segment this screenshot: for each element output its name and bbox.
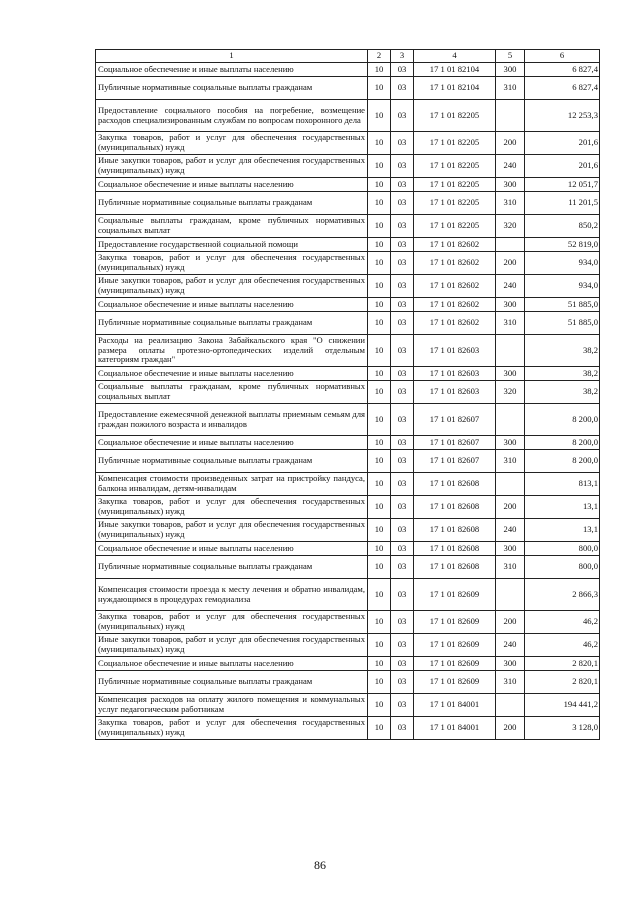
target-article-cell: 17 1 01 82609 <box>414 579 496 611</box>
subsection-code-cell: 03 <box>391 192 414 215</box>
table-row <box>96 238 600 252</box>
section-code-cell: 10 <box>368 542 391 556</box>
target-article-cell: 17 1 01 82609 <box>414 611 496 634</box>
expense-type-cell: 200 <box>496 252 525 275</box>
section-code-cell: 10 <box>368 671 391 694</box>
row-name-cell: Компенсация стоимости произведенных затрат на пристройку пандуса, балкона инвалидам, детям-инвалидам <box>96 473 368 496</box>
section-code-cell: 10 <box>368 312 391 335</box>
table-row <box>96 634 600 657</box>
row-name-cell: Иные закупки товаров, работ и услуг для обеспечения государственных (муниципальных) нужд <box>96 155 368 178</box>
subsection-code-cell: 03 <box>391 450 414 473</box>
amount-cell: 52 819,0 <box>525 238 600 252</box>
expense-type-cell: 300 <box>496 657 525 671</box>
amount-cell: 201,6 <box>525 132 600 155</box>
target-article-cell: 17 1 01 82205 <box>414 178 496 192</box>
table-row <box>96 298 600 312</box>
target-article-cell: 17 1 01 82602 <box>414 238 496 252</box>
header-cell: 6 <box>525 50 600 63</box>
row-name-cell: Иные закупки товаров, работ и услуг для обеспечения государственных (муниципальных) нужд <box>96 275 368 298</box>
table-row <box>96 496 600 519</box>
expense-type-cell: 240 <box>496 275 525 298</box>
target-article-cell: 17 1 01 82609 <box>414 671 496 694</box>
expense-type-cell: 310 <box>496 450 525 473</box>
subsection-code-cell: 03 <box>391 275 414 298</box>
table-row <box>96 367 600 381</box>
target-article-cell: 17 1 01 84001 <box>414 694 496 717</box>
amount-cell: 38,2 <box>525 381 600 404</box>
amount-cell: 3 128,0 <box>525 717 600 740</box>
amount-cell: 800,0 <box>525 556 600 579</box>
table-row <box>96 335 600 367</box>
row-name-cell: Социальное обеспечение и иные выплаты населению <box>96 542 368 556</box>
target-article-cell: 17 1 01 82104 <box>414 63 496 77</box>
amount-cell: 934,0 <box>525 275 600 298</box>
section-code-cell: 10 <box>368 694 391 717</box>
amount-cell: 194 441,2 <box>525 694 600 717</box>
row-name-cell: Иные закупки товаров, работ и услуг для обеспечения государственных (муниципальных) нужд <box>96 519 368 542</box>
expense-type-cell: 200 <box>496 611 525 634</box>
row-name-cell: Предоставление социального пособия на погребение, возмещение расходов специализированным службам по вопросам похоронного дела <box>96 100 368 132</box>
table-row <box>96 579 600 611</box>
row-name-cell: Социальные выплаты гражданам, кроме публичных нормативных социальных выплат <box>96 215 368 238</box>
target-article-cell: 17 1 01 82205 <box>414 155 496 178</box>
row-name-cell: Иные закупки товаров, работ и услуг для обеспечения государственных (муниципальных) нужд <box>96 634 368 657</box>
amount-cell: 46,2 <box>525 634 600 657</box>
amount-cell: 8 200,0 <box>525 450 600 473</box>
subsection-code-cell: 03 <box>391 496 414 519</box>
target-article-cell: 17 1 01 82609 <box>414 634 496 657</box>
section-code-cell: 10 <box>368 496 391 519</box>
target-article-cell: 17 1 01 82608 <box>414 542 496 556</box>
subsection-code-cell: 03 <box>391 298 414 312</box>
amount-cell: 934,0 <box>525 252 600 275</box>
section-code-cell: 10 <box>368 132 391 155</box>
target-article-cell: 17 1 01 82603 <box>414 367 496 381</box>
table-row <box>96 404 600 436</box>
subsection-code-cell: 03 <box>391 671 414 694</box>
table-row <box>96 450 600 473</box>
target-article-cell: 17 1 01 82603 <box>414 381 496 404</box>
expense-type-cell: 300 <box>496 367 525 381</box>
subsection-code-cell: 03 <box>391 132 414 155</box>
section-code-cell: 10 <box>368 579 391 611</box>
target-article-cell: 17 1 01 82608 <box>414 473 496 496</box>
amount-cell: 2 820,1 <box>525 671 600 694</box>
subsection-code-cell: 03 <box>391 312 414 335</box>
subsection-code-cell: 03 <box>391 252 414 275</box>
amount-cell: 38,2 <box>525 367 600 381</box>
amount-cell: 813,1 <box>525 473 600 496</box>
section-code-cell: 10 <box>368 436 391 450</box>
subsection-code-cell: 03 <box>391 404 414 436</box>
table-row <box>96 275 600 298</box>
amount-cell: 850,2 <box>525 215 600 238</box>
table-row <box>96 178 600 192</box>
section-code-cell: 10 <box>368 298 391 312</box>
table-row <box>96 215 600 238</box>
target-article-cell: 17 1 01 82205 <box>414 132 496 155</box>
target-article-cell: 17 1 01 82602 <box>414 275 496 298</box>
subsection-code-cell: 03 <box>391 473 414 496</box>
amount-cell: 8 200,0 <box>525 436 600 450</box>
section-code-cell: 10 <box>368 450 391 473</box>
section-code-cell: 10 <box>368 100 391 132</box>
target-article-cell: 17 1 01 82602 <box>414 312 496 335</box>
row-name-cell: Предоставление государственной социальной помощи <box>96 238 368 252</box>
table-row <box>96 155 600 178</box>
section-code-cell: 10 <box>368 335 391 367</box>
subsection-code-cell: 03 <box>391 436 414 450</box>
expense-type-cell: 310 <box>496 77 525 100</box>
expense-type-cell <box>496 335 525 367</box>
subsection-code-cell: 03 <box>391 519 414 542</box>
table-row <box>96 671 600 694</box>
subsection-code-cell: 03 <box>391 100 414 132</box>
expense-type-cell: 310 <box>496 192 525 215</box>
expense-type-cell: 310 <box>496 312 525 335</box>
section-code-cell: 10 <box>368 473 391 496</box>
amount-cell: 13,1 <box>525 496 600 519</box>
section-code-cell: 10 <box>368 611 391 634</box>
section-code-cell: 10 <box>368 717 391 740</box>
section-code-cell: 10 <box>368 215 391 238</box>
target-article-cell: 17 1 01 82205 <box>414 192 496 215</box>
target-article-cell: 17 1 01 82608 <box>414 496 496 519</box>
section-code-cell: 10 <box>368 556 391 579</box>
section-code-cell: 10 <box>368 77 391 100</box>
target-article-cell: 17 1 01 82608 <box>414 556 496 579</box>
table-row <box>96 312 600 335</box>
row-name-cell: Социальные выплаты гражданам, кроме публичных нормативных социальных выплат <box>96 381 368 404</box>
table-row <box>96 473 600 496</box>
subsection-code-cell: 03 <box>391 367 414 381</box>
table-row <box>96 556 600 579</box>
amount-cell: 38,2 <box>525 335 600 367</box>
subsection-code-cell: 03 <box>391 579 414 611</box>
expense-type-cell <box>496 473 525 496</box>
header-row <box>96 50 600 63</box>
section-code-cell: 10 <box>368 404 391 436</box>
row-name-cell: Публичные нормативные социальные выплаты гражданам <box>96 450 368 473</box>
header-cell: 1 <box>96 50 368 63</box>
table-row <box>96 717 600 740</box>
target-article-cell: 17 1 01 82205 <box>414 100 496 132</box>
expense-type-cell: 300 <box>496 436 525 450</box>
expense-type-cell: 200 <box>496 132 525 155</box>
amount-cell: 12 051,7 <box>525 178 600 192</box>
row-name-cell: Закупка товаров, работ и услуг для обеспечения государственных (муниципальных) нужд <box>96 132 368 155</box>
expense-type-cell <box>496 579 525 611</box>
row-name-cell: Социальное обеспечение и иные выплаты населению <box>96 298 368 312</box>
section-code-cell: 10 <box>368 238 391 252</box>
section-code-cell: 10 <box>368 192 391 215</box>
target-article-cell: 17 1 01 82602 <box>414 252 496 275</box>
subsection-code-cell: 03 <box>391 556 414 579</box>
section-code-cell: 10 <box>368 178 391 192</box>
expense-type-cell <box>496 100 525 132</box>
expense-type-cell: 320 <box>496 381 525 404</box>
amount-cell: 6 827,4 <box>525 63 600 77</box>
target-article-cell: 17 1 01 82205 <box>414 215 496 238</box>
row-name-cell: Социальное обеспечение и иные выплаты населению <box>96 657 368 671</box>
expense-type-cell: 310 <box>496 671 525 694</box>
section-code-cell: 10 <box>368 367 391 381</box>
subsection-code-cell: 03 <box>391 611 414 634</box>
table-row <box>96 519 600 542</box>
row-name-cell: Социальное обеспечение и иные выплаты населению <box>96 367 368 381</box>
amount-cell: 6 827,4 <box>525 77 600 100</box>
subsection-code-cell: 03 <box>391 238 414 252</box>
amount-cell: 201,6 <box>525 155 600 178</box>
subsection-code-cell: 03 <box>391 634 414 657</box>
amount-cell: 11 201,5 <box>525 192 600 215</box>
section-code-cell: 10 <box>368 381 391 404</box>
table-row <box>96 694 600 717</box>
header-cell: 5 <box>496 50 525 63</box>
amount-cell: 2 866,3 <box>525 579 600 611</box>
section-code-cell: 10 <box>368 275 391 298</box>
target-article-cell: 17 1 01 82602 <box>414 298 496 312</box>
expense-type-cell: 300 <box>496 63 525 77</box>
row-name-cell: Публичные нормативные социальные выплаты гражданам <box>96 312 368 335</box>
expense-type-cell: 240 <box>496 634 525 657</box>
table-row <box>96 611 600 634</box>
row-name-cell: Публичные нормативные социальные выплаты гражданам <box>96 556 368 579</box>
subsection-code-cell: 03 <box>391 381 414 404</box>
row-name-cell: Публичные нормативные социальные выплаты гражданам <box>96 671 368 694</box>
table-row <box>96 252 600 275</box>
section-code-cell: 10 <box>368 519 391 542</box>
budget-table <box>95 49 600 740</box>
row-name-cell: Публичные нормативные социальные выплаты гражданам <box>96 77 368 100</box>
table-row <box>96 100 600 132</box>
row-name-cell: Закупка товаров, работ и услуг для обеспечения государственных (муниципальных) нужд <box>96 496 368 519</box>
amount-cell: 8 200,0 <box>525 404 600 436</box>
expense-type-cell: 240 <box>496 155 525 178</box>
target-article-cell: 17 1 01 82603 <box>414 335 496 367</box>
subsection-code-cell: 03 <box>391 717 414 740</box>
section-code-cell: 10 <box>368 657 391 671</box>
target-article-cell: 17 1 01 82607 <box>414 450 496 473</box>
amount-cell: 51 885,0 <box>525 298 600 312</box>
subsection-code-cell: 03 <box>391 694 414 717</box>
expense-type-cell: 200 <box>496 496 525 519</box>
row-name-cell: Расходы на реализацию Закона Забайкальского края "О снижении размера оплаты протезно-ортопедических изделий отдельным категориям граждан" <box>96 335 368 367</box>
expense-type-cell: 320 <box>496 215 525 238</box>
row-name-cell: Социальное обеспечение и иные выплаты населению <box>96 436 368 450</box>
section-code-cell: 10 <box>368 634 391 657</box>
table-row <box>96 657 600 671</box>
subsection-code-cell: 03 <box>391 155 414 178</box>
subsection-code-cell: 03 <box>391 335 414 367</box>
amount-cell: 12 253,3 <box>525 100 600 132</box>
row-name-cell: Компенсация стоимости проезда к месту лечения и обратно инвалидам, нуждающимся в процедурах гемодиализа <box>96 579 368 611</box>
target-article-cell: 17 1 01 82104 <box>414 77 496 100</box>
amount-cell: 800,0 <box>525 542 600 556</box>
expense-type-cell: 310 <box>496 556 525 579</box>
table-row <box>96 132 600 155</box>
expense-type-cell <box>496 238 525 252</box>
subsection-code-cell: 03 <box>391 63 414 77</box>
expense-type-cell: 300 <box>496 298 525 312</box>
table-row <box>96 542 600 556</box>
page-number: 86 <box>314 858 326 872</box>
row-name-cell: Социальное обеспечение и иные выплаты населению <box>96 63 368 77</box>
table-row <box>96 192 600 215</box>
target-article-cell: 17 1 01 82607 <box>414 436 496 450</box>
subsection-code-cell: 03 <box>391 178 414 192</box>
expense-type-cell <box>496 694 525 717</box>
table-row <box>96 381 600 404</box>
amount-cell: 13,1 <box>525 519 600 542</box>
row-name-cell: Закупка товаров, работ и услуг для обеспечения государственных (муниципальных) нужд <box>96 717 368 740</box>
expense-type-cell: 300 <box>496 542 525 556</box>
amount-cell: 51 885,0 <box>525 312 600 335</box>
subsection-code-cell: 03 <box>391 77 414 100</box>
table-row <box>96 77 600 100</box>
amount-cell: 2 820,1 <box>525 657 600 671</box>
expense-type-cell <box>496 404 525 436</box>
row-name-cell: Закупка товаров, работ и услуг для обеспечения государственных (муниципальных) нужд <box>96 611 368 634</box>
section-code-cell: 10 <box>368 252 391 275</box>
header-cell: 3 <box>391 50 414 63</box>
row-name-cell: Публичные нормативные социальные выплаты гражданам <box>96 192 368 215</box>
subsection-code-cell: 03 <box>391 657 414 671</box>
header-cell: 4 <box>414 50 496 63</box>
row-name-cell: Предоставление ежемесячной денежной выплаты приемным семьям для граждан пожилого возраста и инвалидов <box>96 404 368 436</box>
amount-cell: 46,2 <box>525 611 600 634</box>
target-article-cell: 17 1 01 82608 <box>414 519 496 542</box>
target-article-cell: 17 1 01 82607 <box>414 404 496 436</box>
target-article-cell: 17 1 01 82609 <box>414 657 496 671</box>
expense-type-cell: 240 <box>496 519 525 542</box>
subsection-code-cell: 03 <box>391 542 414 556</box>
row-name-cell: Компенсация расходов на оплату жилого помещения и коммунальных услуг педагогическим работникам <box>96 694 368 717</box>
row-name-cell: Закупка товаров, работ и услуг для обеспечения государственных (муниципальных) нужд <box>96 252 368 275</box>
expense-type-cell: 300 <box>496 178 525 192</box>
table-row <box>96 63 600 77</box>
table-row <box>96 436 600 450</box>
section-code-cell: 10 <box>368 155 391 178</box>
row-name-cell: Социальное обеспечение и иные выплаты населению <box>96 178 368 192</box>
section-code-cell: 10 <box>368 63 391 77</box>
header-cell: 2 <box>368 50 391 63</box>
subsection-code-cell: 03 <box>391 215 414 238</box>
table-body <box>96 50 600 740</box>
expense-type-cell: 200 <box>496 717 525 740</box>
target-article-cell: 17 1 01 84001 <box>414 717 496 740</box>
